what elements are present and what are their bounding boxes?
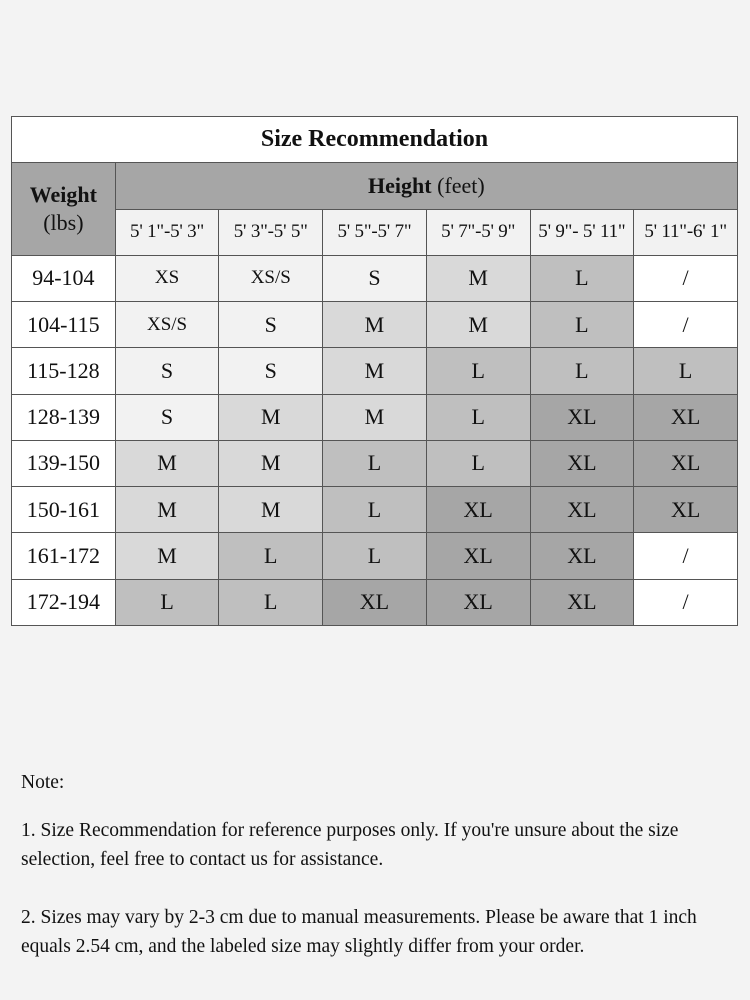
weight-range-cell: 150-161: [12, 487, 116, 533]
height-range-cell: 5' 11"-6' 1": [634, 209, 738, 255]
size-cell: XL: [530, 394, 634, 440]
size-cell: XL: [426, 579, 530, 625]
title-row: [12, 117, 738, 163]
size-cell: S: [219, 302, 323, 348]
weight-range-cell: 115-128: [12, 348, 116, 394]
height-header: [115, 163, 737, 209]
weight-range-cell: 161-172: [12, 533, 116, 579]
size-cell: XL: [323, 579, 427, 625]
height-header-unit: (feet): [437, 172, 485, 198]
size-cell: M: [219, 487, 323, 533]
height-range-cell: 5' 1"-5' 3": [115, 209, 219, 255]
size-chart-table: [11, 116, 738, 626]
size-cell: M: [323, 302, 427, 348]
height-range-cell: 5' 3"-5' 5": [219, 209, 323, 255]
size-cell: L: [530, 302, 634, 348]
size-cell: /: [634, 255, 738, 301]
size-cell: M: [426, 255, 530, 301]
size-cell: XS/S: [115, 302, 219, 348]
size-cell: /: [634, 302, 738, 348]
size-cell: L: [530, 255, 634, 301]
weight-range-cell: 128-139: [12, 394, 116, 440]
size-cell: L: [426, 440, 530, 486]
size-cell: M: [323, 394, 427, 440]
weight-header-label: Weight: [29, 182, 97, 208]
size-cell: S: [115, 394, 219, 440]
size-cell: /: [634, 579, 738, 625]
table-row: [12, 579, 738, 625]
table-row: [12, 533, 738, 579]
weight-header: [12, 163, 116, 256]
size-cell: S: [219, 348, 323, 394]
size-cell: XS: [115, 255, 219, 301]
size-cell: XL: [530, 533, 634, 579]
size-cell: L: [426, 394, 530, 440]
size-cell: L: [323, 440, 427, 486]
weight-range-cell: 139-150: [12, 440, 116, 486]
size-cell: L: [115, 579, 219, 625]
size-cell: L: [323, 533, 427, 579]
table-row: [12, 487, 738, 533]
weight-range-cell: 172-194: [12, 579, 116, 625]
size-cell: M: [115, 487, 219, 533]
size-cell: M: [219, 394, 323, 440]
size-cell: L: [426, 348, 530, 394]
height-range-row: [12, 209, 738, 255]
table-row: [12, 302, 738, 348]
note-title: Note:: [21, 772, 65, 793]
table-row: [12, 394, 738, 440]
chart-title: Size Recommendation: [12, 117, 738, 163]
size-cell: XL: [426, 533, 530, 579]
size-cell: M: [426, 302, 530, 348]
size-cell: L: [219, 579, 323, 625]
height-range-cell: 5' 9"- 5' 11": [530, 209, 634, 255]
size-cell: L: [634, 348, 738, 394]
height-range-cell: 5' 5"-5' 7": [323, 209, 427, 255]
size-cell: XL: [634, 440, 738, 486]
note-item-1: 1. Size Recommendation for reference purposes only. If you're unsure about the size selection, feel free to contact us for assistance.: [21, 820, 679, 870]
size-cell: XL: [634, 487, 738, 533]
weight-range-cell: 94-104: [12, 255, 116, 301]
size-cell: L: [219, 533, 323, 579]
height-header-label: Height: [368, 172, 432, 198]
size-cell: M: [219, 440, 323, 486]
weight-range-cell: 104-115: [12, 302, 116, 348]
note-item-2: 2. Sizes may vary by 2-3 cm due to manual measurements. Please be aware that 1 inch equals 2.54 cm, and the labeled size may slightly differ from your order.: [21, 907, 697, 957]
size-cell: L: [323, 487, 427, 533]
size-cell: L: [530, 348, 634, 394]
size-cell: XL: [530, 579, 634, 625]
table-row: [12, 348, 738, 394]
size-cell: S: [115, 348, 219, 394]
size-cell: S: [323, 255, 427, 301]
size-cell: XL: [530, 440, 634, 486]
header-row: [12, 163, 738, 209]
size-cell: /: [634, 533, 738, 579]
size-cell: XL: [426, 487, 530, 533]
size-cell: M: [323, 348, 427, 394]
table-row: [12, 440, 738, 486]
height-range-cell: 5' 7"-5' 9": [426, 209, 530, 255]
size-cell: XL: [530, 487, 634, 533]
size-cell: XL: [634, 394, 738, 440]
weight-header-unit: (lbs): [43, 210, 84, 236]
size-cell: XS/S: [219, 255, 323, 301]
size-cell: M: [115, 440, 219, 486]
table-row: [12, 255, 738, 301]
size-cell: M: [115, 533, 219, 579]
